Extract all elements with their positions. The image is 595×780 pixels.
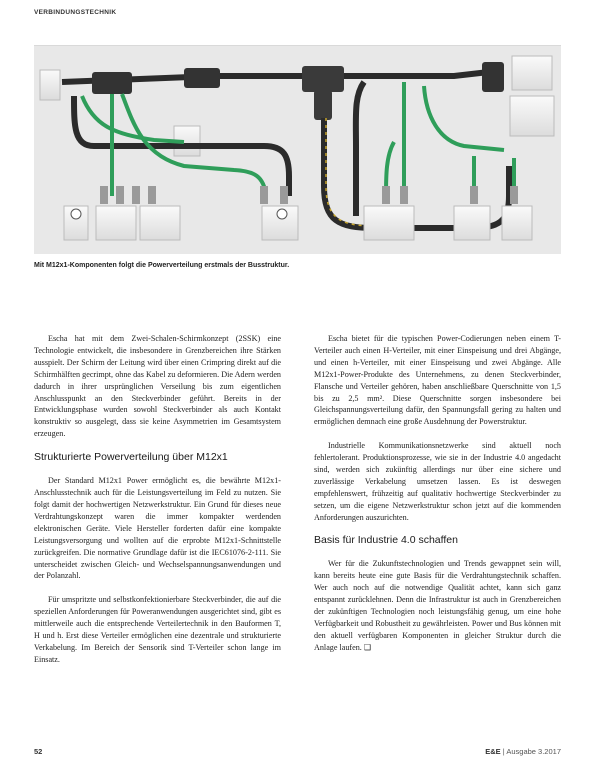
t-distributor-branch <box>314 90 332 120</box>
h-distributor <box>92 72 132 94</box>
bus-cable <box>344 72 489 76</box>
left-column <box>34 333 281 666</box>
figure-caption: Mit M12x1-Komponenten folgt die Powerverteilung erstmals der Busstruktur. <box>34 262 290 269</box>
t-distributor <box>302 66 344 92</box>
publication-divider: | <box>502 747 505 756</box>
page-number: 52 <box>34 747 43 756</box>
paragraph: Industrielle Kommunikationsnetzwerke sind aktuell noch fehlertolerant. Produktionsprozesse, wie sie in der Industrie 4.0 angedacht sind, werden sich zukünftig allerdings nur über eine sichere und zuverlässige Verkabelung umsetzen lassen. Es ist deswegen empfehlenswert, frühzeitig auf qualitativ hochwertige Steckverbinder zu setzen, um die eigene Netzwerkstruktur schon jetzt auf die kommenden Anforderungen auszurichten. <box>314 441 561 522</box>
green-cable <box>424 86 504 150</box>
paragraph: Escha hat mit dem Zwei-Schalen-Schirmkonzept (2SSK) eine Technologie entwickelt, die insbesondere in Grenzbereichen ihre Stärken ausspielt. Der Schirm der Leitung wird über einen Crimpring direkt auf die Schirmhälften gecrimpt, ohne das Kabel zu deformieren. Die Adern werden dadurch in ihrer ursprünglichen Verseilung bis zum eigentlichen Anschlusspunkt an den Steckverbinder geführt. Bereits in der Entwicklungsphase wurden sowohl Steckverbinder als auch Kontakt konstruktiv so ausgelegt, dass sie keine Asymmetrien im Gesamtsystem erzeugen. <box>34 334 281 439</box>
paragraph: Wer für die Zukunftstechnologien und Trends gewappnet sein will, kann bereits heute eine gute Basis für die Verdrahtungstechnik schaffen. Wer auch noch auf die notwendige Qualität achtet, kann sich ganz entspannt zurücklehnen. Denn die Infrastruktur ist auch in Grenzbereichen der zukünftigen Technologien noch leistungsfähig genug, um eine hohe Verfügbarkeit und Robustheit zu gewährleisten. Power und Bus können mit den aktuell verfügbaren Komponenten in gleicher Struktur durch die Anlage laufen. ❑ <box>314 559 561 652</box>
device-box <box>140 206 180 240</box>
publication-short: E&E <box>485 747 501 756</box>
connector-illustration <box>34 46 561 254</box>
device-box <box>510 96 554 136</box>
meter-icon <box>277 209 287 219</box>
device-box <box>364 206 414 240</box>
paragraph: Für umspritzte und selbstkonfektionierbare Steckverbinder, die auf die speziellen Anforderungen für Poweranwendungen ausgerichtet sind, gibt es mittlerweile auch die entsprechende Verteilertechnik in den Bauformen T, H und h. Erst diese Verteiler ermöglichen eine dezentrale und strukturierte Verkabelung. Im Bereich der Sensorik sind T-Verteiler schon lange im Einsatz. <box>34 595 281 664</box>
power-cable <box>356 82 364 216</box>
publication-info <box>485 747 561 756</box>
device-box <box>96 206 136 240</box>
running-head: VERBINDUNGSTECHNIK <box>34 9 117 16</box>
right-column <box>314 333 561 654</box>
section-heading: Basis für Industrie 4.0 schaffen <box>314 534 458 547</box>
meter-icon <box>71 209 81 219</box>
distributor <box>482 62 504 92</box>
paragraph: Escha bietet für die typischen Power-Codierungen neben einem T-Verteiler auch einen H-Verteiler, mit einer Einspeisung und drei Abgänge, und einen h-Verteiler, mit einer Einspeisung und zwei Abgänge. Alle M12x1-Power-Produkte des Unternehmens, zu denen Steckverbinder, Flansche und Verteiler gehören, haben anschließbare Querschnitte von 1,5 bis zu 2,5 mm². Diese Querschnitte sorgen insbesondere bei Gleichspannungsverteilung dafür, den Spannungsfall gering zu halten und ermöglichen demnach eine große Ausdehnung der Powerstruktur. <box>314 334 561 427</box>
connector-row <box>100 186 518 204</box>
section-heading: Strukturierte Powerverteilung über M12x1 <box>34 451 228 464</box>
device-box <box>512 56 552 90</box>
device-box <box>40 70 60 100</box>
paragraph: Der Standard M12x1 Power ermöglicht es, die bewährte M12x1-Anschlusstechnik auch für die Leistungsverteilung im Feld zu nutzen. Sie folgt damit der hochwertigen Netzwerkstruktur. Ein Grund für dieses neue Verdrahtungskonzept waren die immer kompakter werdenden elektronischen Geräte. Viele Hersteller forderten dafür eine kompakte Leistungsversorgung und wollten auf die erprobte M12x1-Schnittstelle zurückgreifen. Die normative Grundlage dafür ist die IEC61076-2-111. Sie unterscheidet zwischen Gleich- und Wechselspannungsanwendungen und der Polanzahl. <box>34 476 281 581</box>
power-cable <box>74 96 289 196</box>
h-distributor <box>184 68 220 88</box>
device-box <box>502 206 532 240</box>
product-figure <box>34 45 561 254</box>
device-box <box>454 206 490 240</box>
publication-issue: Ausgabe 3.2017 <box>506 747 561 756</box>
